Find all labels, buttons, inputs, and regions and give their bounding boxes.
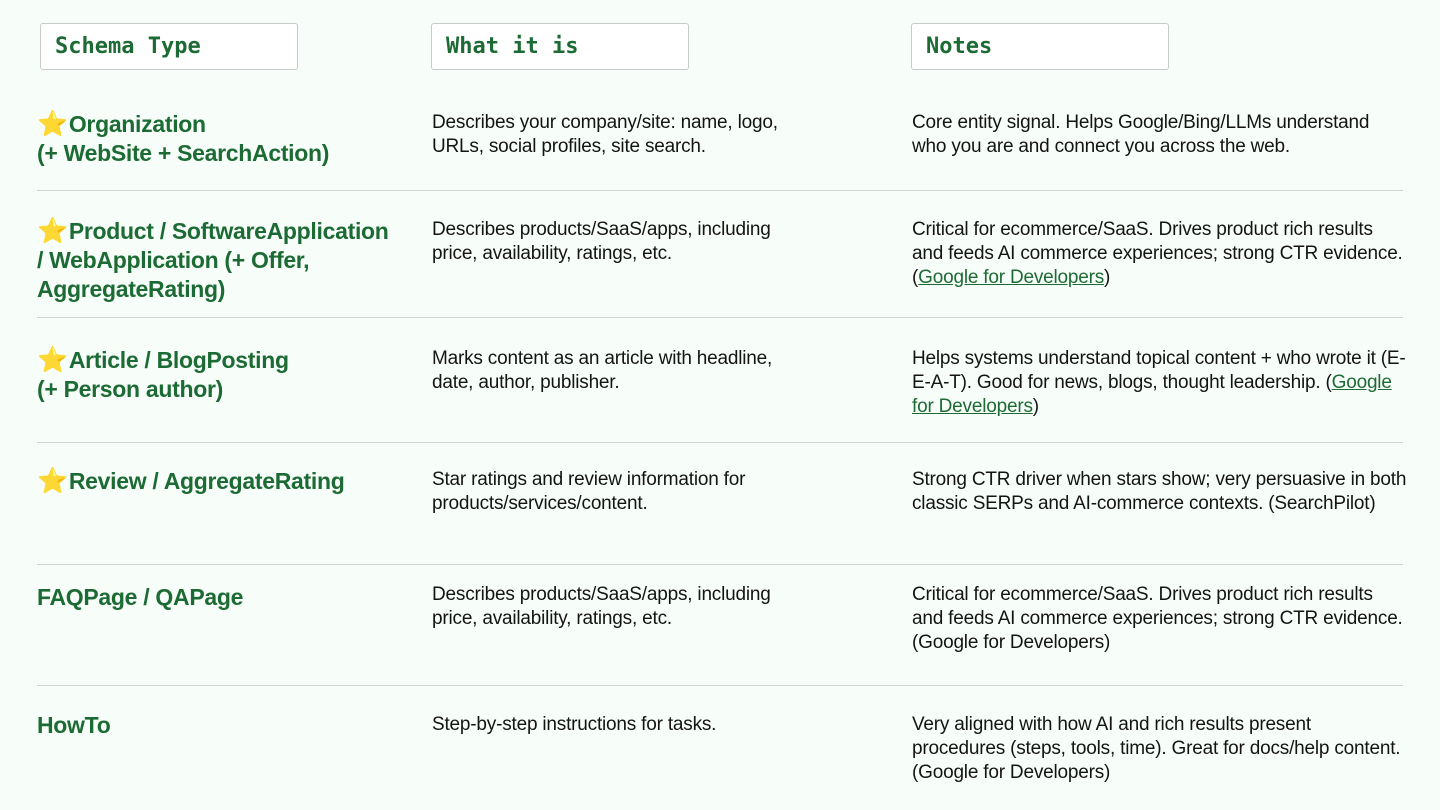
table-row (37, 443, 1407, 565)
schema-name (37, 217, 407, 304)
schema-name-line: AggregateRating) (37, 276, 226, 302)
google-for-developers-link[interactable]: Google for Developers (918, 267, 1105, 288)
schema-name (37, 346, 407, 404)
schema-name-line: Organization (68, 111, 206, 137)
google-for-developers-link[interactable]: Google for Developers (912, 372, 1392, 417)
schema-name (37, 583, 407, 612)
schema-name (37, 711, 407, 740)
schema-table (37, 98, 1407, 806)
table-row (37, 565, 1403, 686)
table-row (37, 98, 1403, 191)
schema-description: Describes products/SaaS/apps, including price, availability, ratings, etc. (432, 584, 771, 629)
schema-name-line: Article / BlogPosting (68, 347, 289, 373)
schema-notes (912, 218, 1407, 290)
schema-name-line: FAQPage / QAPage (37, 584, 244, 610)
schema-description: Marks content as an article with headline, date, author, publisher. (432, 348, 773, 393)
schema-description: Describes products/SaaS/apps, including price, availability, ratings, etc. (432, 219, 771, 264)
schema-notes: Core entity signal. Helps Google/Bing/LLMs understand who you are and connect you across the web. (912, 112, 1370, 157)
schema-name-line: / WebApplication (+ Offer, (37, 247, 310, 273)
header-schema-type: Schema Type (40, 23, 298, 70)
table-row (37, 191, 1403, 318)
schema-notes: Very aligned with how AI and rich results present procedures (steps, tools, time). Great for docs/help content. (Google for Developers) (912, 714, 1401, 783)
schema-name-line: Product / SoftwareApplication (68, 218, 389, 244)
notes-text: Critical for ecommerce/SaaS. Drives product rich results and feeds AI commerce experiences; strong CTR evidence. ( (912, 219, 1403, 288)
schema-notes (912, 347, 1407, 419)
star-icon: ⭐ (37, 110, 68, 138)
notes-text: Helps systems understand topical content + who wrote it (E-E-A-T). Good for news, blogs, thought leadership. ( (912, 348, 1406, 393)
schema-notes: Critical for ecommerce/SaaS. Drives product rich results and feeds AI commerce experiences; strong CTR evidence. (Google for Developers) (912, 584, 1403, 653)
notes-text-after: ) (1104, 267, 1111, 288)
schema-description: Star ratings and review information for products/services/content. (432, 469, 746, 514)
schema-name-line: HowTo (37, 712, 111, 738)
schema-name (37, 467, 407, 496)
notes-text-after: ) (1032, 396, 1039, 417)
schema-name-line: (+ Person author) (37, 376, 223, 402)
star-icon: ⭐ (37, 217, 68, 245)
schema-description: Step-by-step instructions for tasks. (432, 714, 717, 735)
header-notes: Notes (911, 23, 1169, 70)
schema-description: Describes your company/site: name, logo, URLs, social profiles, site search. (432, 112, 778, 157)
schema-name (37, 110, 407, 168)
header-what-it-is: What it is (431, 23, 689, 70)
table-row (37, 318, 1406, 443)
schema-name-line: Review / AggregateRating (68, 468, 345, 494)
schema-name-line: (+ WebSite + SearchAction) (37, 140, 330, 166)
table-row (37, 686, 1403, 806)
schema-notes: Strong CTR driver when stars show; very persuasive in both classic SERPs and AI-commerce contexts. (SearchPilot) (912, 469, 1407, 514)
star-icon: ⭐ (37, 346, 68, 374)
star-icon: ⭐ (37, 467, 68, 495)
